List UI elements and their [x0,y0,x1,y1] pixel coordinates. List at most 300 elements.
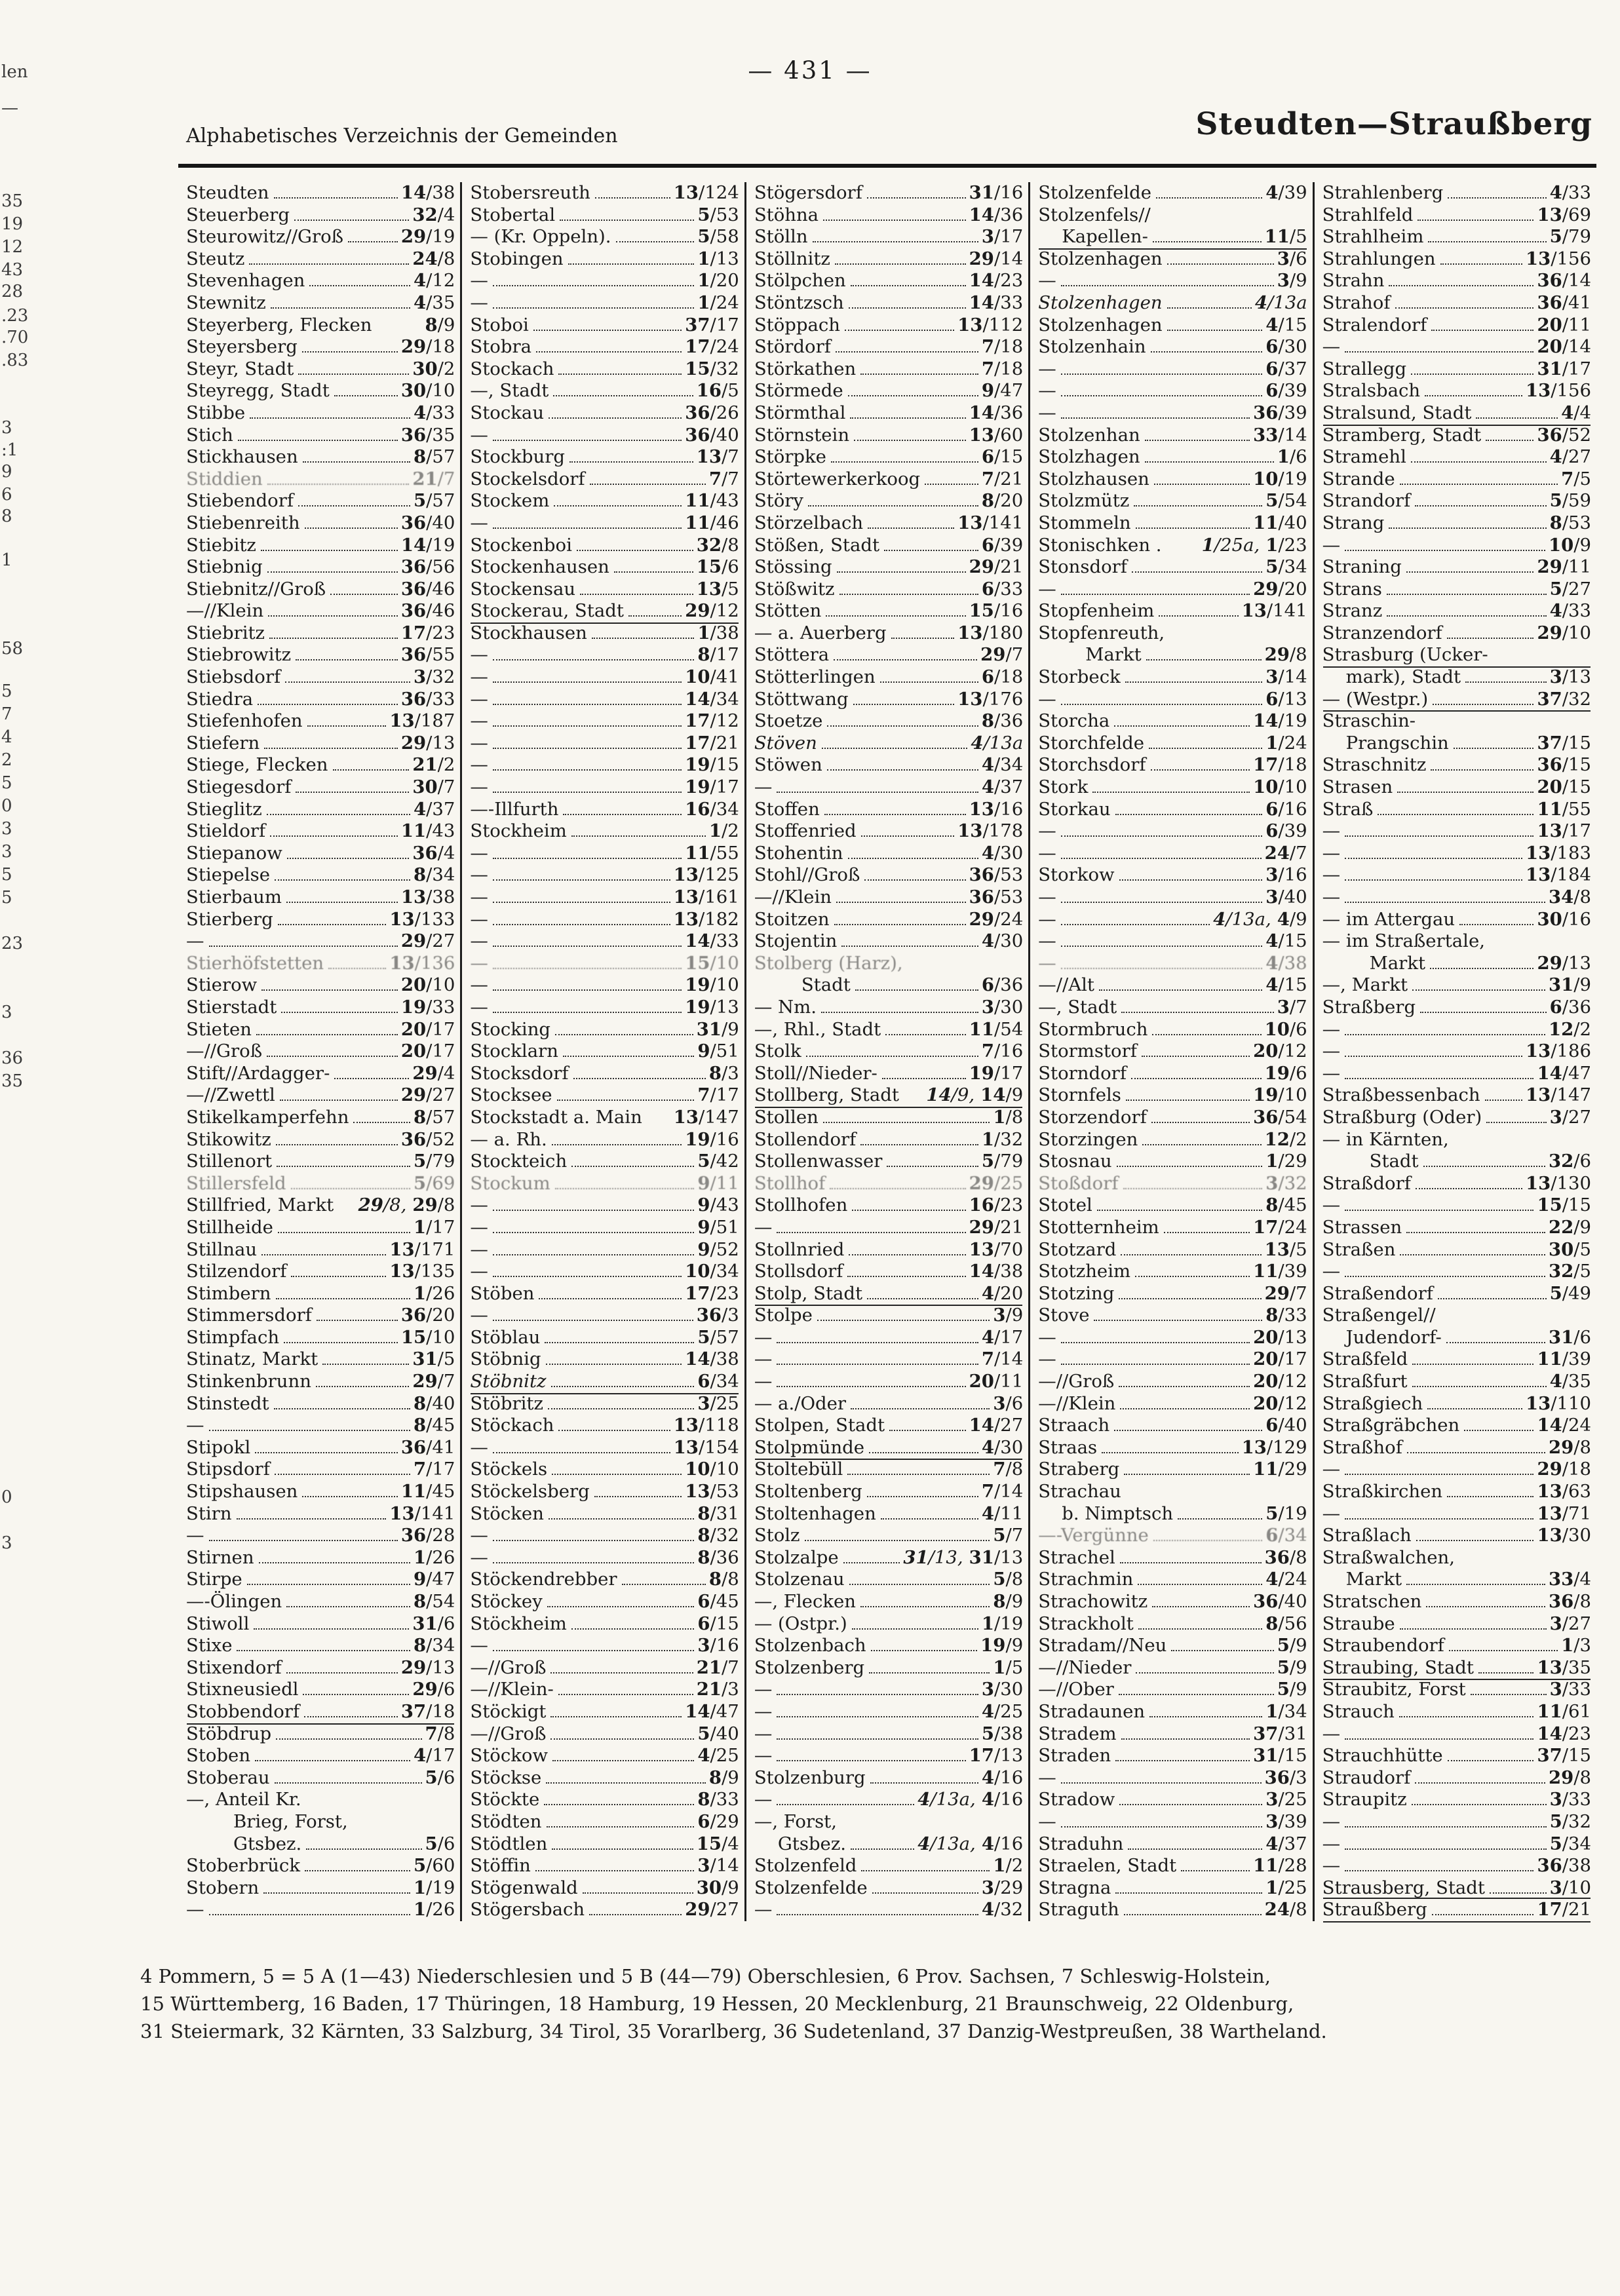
entry-name: Gtsbez. [233,1833,302,1854]
entry-ref: 1/23 [1265,534,1307,556]
leader-dots [1164,1232,1250,1233]
entry-name: Stobersreuth [470,182,590,203]
leader-dots [817,1320,990,1321]
leader-dots [1136,527,1250,529]
entry-name: Stobra [470,336,531,358]
index-entry [470,1415,739,1437]
index-entry [1322,1217,1591,1239]
entry-name: Stockau [470,402,545,423]
entry-name: Stöckach [470,1415,554,1436]
leader-dots [885,1034,966,1035]
index-entry [186,1151,455,1173]
leader-dots [826,615,965,617]
entry-name: — [1322,1855,1341,1877]
index-entry [1322,380,1591,402]
entry-ref: 31/9 [1548,974,1592,996]
entry-name: Stikowitz [186,1128,271,1150]
leader-dots [777,1760,965,1761]
entry-ref: 31/9 [696,1018,739,1040]
entry-ref: 7/18 [981,358,1024,379]
entry-ref: 14/47 [685,1700,739,1722]
margin-fragment: 9 [1,462,12,482]
leader-dots [285,681,410,683]
leader-dots [852,1628,978,1630]
entry-ref: 9/51 [697,1216,739,1238]
index-entry [1038,799,1307,821]
index-entry [186,843,455,865]
index-entry [1322,820,1591,843]
entry-ref: 1/24 [697,292,739,313]
entry-ref: 8/31 [697,1502,739,1524]
leader-dots [328,968,386,969]
entry-name: Stößwitz [754,578,835,600]
leader-dots [1151,769,1250,771]
leader-dots [1345,1210,1533,1211]
entry-name: Stiepelse [186,864,271,886]
leader-dots [493,1562,695,1563]
leader-dots [823,220,966,221]
entry-name: Stoltebüll [754,1459,843,1480]
entry-name: Stich [186,424,233,446]
entry-ref: 6/16 [1265,798,1307,820]
index-entry [186,887,455,909]
index-entry [1322,1789,1591,1811]
leader-dots [855,989,978,991]
index-entry [470,754,739,776]
entry-ref: 36/53 [969,864,1024,886]
index-entry [186,490,455,512]
index-entry [1038,1107,1307,1129]
leader-dots [1061,968,1263,969]
index-entry [754,1151,1023,1173]
entry-ref: 20/14 [1537,336,1592,358]
index-entry [1322,425,1591,447]
leader-dots [880,681,978,683]
entry-ref: 1/38 [697,622,739,643]
entry-name: — [470,908,488,930]
entry-name: Stockheim [470,820,567,842]
entry-name: Stoberbrück [186,1855,300,1877]
entry-ref: 13/141 [389,1502,455,1524]
entry-name: Stipokl [186,1436,251,1458]
entry-ref: 10/10 [1253,776,1307,798]
leader-dots [1345,1474,1533,1475]
index-entry [470,1107,739,1129]
entry-name: — [470,1216,488,1238]
entry-ref: 14/23 [969,270,1024,292]
entry-ref: 9/43 [697,1195,739,1216]
entry-name: Stoitzen [754,908,830,930]
leader-dots [594,1496,682,1497]
entry-name: Brieg, Forst, [233,1810,348,1832]
entry-name: Stolzalpe [754,1546,839,1568]
entry-ref: 1/34 [1265,1700,1307,1722]
entry-name: — [1038,908,1056,930]
index-entry [1322,799,1591,821]
margin-fragment: 3 [1,1003,12,1022]
leader-dots [616,241,695,242]
entry-name: Stöhna [754,204,819,225]
index-entry [470,1701,739,1723]
index-entry [186,1833,455,1856]
index-entry [186,1041,455,1063]
entry-ref: 13/141 [1241,600,1307,622]
index-entry [1322,1415,1591,1437]
leader-dots [848,858,978,859]
entry-name: —//Groß [1038,1371,1115,1392]
entry-ref: 13/187 [389,710,455,732]
index-entry [186,1569,455,1591]
margin-fragment: 7 [1,704,12,724]
entry-name: Stolzenfeld [754,1855,857,1877]
entry-name: — [754,1216,773,1238]
entry-name: Straube [1322,1613,1395,1634]
leader-dots [1416,1188,1522,1189]
margin-fragment: .70 [1,328,29,347]
index-entry [754,1591,1023,1613]
entry-ref: 1/26 [414,1899,455,1921]
entry-ref: 31/15 [1253,1745,1307,1767]
entry-ref: 4/16 [981,1833,1024,1854]
index-entry [754,579,1023,601]
leader-dots [237,1518,387,1520]
leader-dots [1426,1606,1545,1607]
leader-dots [1181,1870,1250,1871]
entry-name: Straßwalchen, [1322,1546,1455,1568]
entry-ref: 4/15 [1265,974,1307,996]
entry-name: Straning [1322,556,1402,578]
index-entry [186,1349,455,1371]
entry-ref: 29/21 [969,556,1024,578]
entry-ref: 3/33 [1549,1789,1592,1810]
entry-name: Straupitz [1322,1789,1407,1810]
entry-name: Stiepanow [186,842,282,864]
leader-dots [1345,858,1522,859]
index-entry [1322,270,1591,292]
entry-name: Stödtlen [470,1833,548,1854]
leader-dots [1153,1540,1262,1541]
entry-ref: 14/47 [1537,1062,1592,1084]
index-entry [470,446,739,469]
entry-ref: 8/9 [708,1767,739,1788]
entry-name: —, Markt [1322,974,1408,996]
index-entry [470,1591,739,1613]
leader-dots [777,1232,965,1233]
entry-name: Stötterlingen [754,666,876,688]
leader-dots [1431,330,1533,331]
index-entry [470,733,739,755]
entry-ref: 5/8 [993,1569,1024,1590]
entry-ref: 29/27 [400,930,455,952]
entry-ref: 13/147 [673,1106,739,1128]
entry-name: Stolzmütz [1038,490,1130,512]
margin-fragment: 8 [1,507,12,526]
index-entry [1322,1547,1591,1569]
leader-dots [1061,594,1250,595]
index-entry [1322,1437,1591,1459]
leader-dots [1123,1188,1263,1189]
entry-name: Straßburg (Oder) [1322,1106,1482,1128]
entry-ref: 14/38 [969,1261,1024,1282]
leader-dots [1061,902,1263,903]
header-left: Alphabetisches Verzeichnis der Gemeinden [186,124,618,147]
entry-name: Stikelkamperfehn [186,1106,349,1128]
entry-name: Stoll//Nieder- [754,1062,878,1084]
index-entry [1038,490,1307,512]
leader-dots [493,1320,693,1321]
leader-dots [274,1408,411,1409]
index-entry [470,1613,739,1636]
entry-ref: 3/16 [697,1635,739,1656]
index-entry [754,754,1023,776]
index-entry [1322,644,1591,666]
entry-name: Stierstadt [186,996,277,1018]
entry-name: — im Straßertale, [1322,930,1485,952]
leader-dots [552,1144,682,1145]
entry-ref: 31/13 [969,1546,1024,1568]
leader-dots [867,197,966,199]
leader-dots [287,858,410,859]
entry-name: Straas [1038,1436,1098,1458]
entry-ref: 36/3 [1264,1767,1307,1788]
entry-name: Storbeck [1038,666,1121,688]
index-entry [186,1019,455,1041]
entry-name: Stolzhausen [1038,468,1149,489]
entry-name: Stöben [470,1282,535,1304]
index-entry [186,315,455,337]
index-entry [186,1701,455,1723]
entry-ref: 4/39 [1265,182,1307,203]
entry-ref: 5/7 [993,1525,1024,1546]
leader-dots [296,659,398,660]
index-entry [754,1063,1023,1085]
leader-dots [546,1782,706,1784]
entry-name: — [1038,1767,1056,1788]
entry-name: —//Ober [1038,1679,1114,1700]
entry-name: — [1322,1502,1341,1524]
entry-ref: 19/33 [400,996,455,1018]
index-entry [1038,1613,1307,1636]
index-entry [754,1745,1023,1767]
index-entry [1322,1261,1591,1283]
leader-dots [847,1276,965,1277]
index-entry [470,820,739,843]
entry-ref: 29/8 [1548,1767,1592,1788]
leader-dots [592,638,695,639]
index-entry [186,535,455,557]
margin-fragment: 5 [1,865,12,885]
entry-name: Straßen [1322,1238,1396,1260]
entry-name: Stolpen, Stadt [754,1415,885,1436]
index-entry [754,710,1023,733]
entry-name: Stollberg, Stadt [754,1084,899,1106]
entry-name: Stöppach [754,314,840,335]
leader-dots [334,395,398,396]
entry-name: Stolk [754,1041,801,1062]
index-entry [754,1217,1023,1239]
entry-name: Strachau [1038,1481,1121,1502]
index-entry [1038,1811,1307,1833]
index-entry [470,1811,739,1833]
entry-ref: 8/56 [1265,1613,1307,1634]
entry-ref: 36/39 [1253,402,1307,423]
index-entry [186,776,455,799]
index-entry [186,402,455,425]
entry-ref: 15/4 [696,1833,739,1854]
index-entry [470,1833,739,1856]
leader-dots [552,1474,682,1475]
entry-ref: 3/13 [1549,666,1592,688]
entry-name: Stördorf [754,336,831,358]
entry-name: Stradaunen [1038,1700,1146,1722]
leader-dots [255,1452,398,1453]
entry-ref: 36/8 [1264,1546,1307,1568]
leader-dots [303,1694,409,1695]
index-entry [1322,1371,1591,1393]
entry-ref: 1/5 [993,1656,1024,1678]
entry-ref: 13/112 [957,314,1024,335]
leader-dots [493,1232,695,1233]
index-entry [1322,1811,1591,1833]
entry-ref: 13/178 [957,820,1024,842]
index-entry [1322,1745,1591,1767]
entry-name: Stirn [186,1502,232,1524]
entry-name: — [470,292,488,313]
index-entry [1038,1723,1307,1746]
leader-dots [861,835,955,837]
entry-name: Stinkenbrunn [186,1371,311,1392]
margin-fragment: 43 [1,260,24,280]
leader-dots [1476,417,1558,419]
index-entry [754,1283,1023,1305]
index-entry [754,1789,1023,1811]
leader-dots [306,1848,421,1850]
entry-name: Stöbnig [470,1349,541,1370]
entry-ref: 3/27 [1549,1613,1592,1634]
index-entry [1322,556,1591,579]
index-entry [470,776,739,799]
index-entry [1038,1767,1307,1789]
index-entry [186,204,455,227]
entry-ref: 3/33 [1549,1679,1592,1700]
entry-ref: 15/15 [1537,1195,1592,1216]
entry-ref: 1/24 [1265,732,1307,754]
entry-name: Strans [1322,578,1382,600]
index-entry [1322,182,1591,204]
leader-dots [250,417,410,419]
entry-ref: 6/36 [1549,996,1592,1018]
leader-dots [835,263,966,265]
entry-name: Steuerberg [186,204,290,225]
entry-ref: 4/15 [1265,314,1307,335]
entry-name: Stockach [470,358,554,379]
entry-ref: 19/17 [969,1062,1024,1084]
entry-ref: 13/180 [957,622,1024,643]
index-entry [1038,909,1307,931]
index-entry [1322,358,1591,381]
entry-name: Störy [754,490,803,512]
leader-dots [1061,417,1250,419]
entry-ref: 20/13 [1253,1326,1307,1348]
entry-name: Stierberg [186,908,273,930]
entry-name: Straßfeld [1322,1349,1408,1370]
entry-ref: 29/27 [685,1899,739,1921]
entry-name: —, Stadt [1038,996,1117,1018]
leader-dots [870,1782,978,1784]
entry-name: Stewnitz [186,292,266,313]
index-entry [754,733,1023,755]
index-entry [1322,535,1591,557]
entry-ref: 19/15 [685,754,739,776]
entry-ref: 4/24 [1265,1569,1307,1590]
entry-name: Stommeln [1038,512,1131,533]
index-entry [1322,1063,1591,1085]
entry-name: Stöwen [754,754,822,776]
entry-name: Storkau [1038,798,1111,820]
entry-ref: 20/11 [969,1371,1024,1392]
leader-dots [1397,792,1533,793]
entry-ref: 4/35 [414,292,455,313]
leader-dots [1412,1364,1533,1365]
entry-name: — [754,1700,773,1722]
entry-name: Stiefern [186,732,260,754]
entry-name: Stiegesdorf [186,776,292,798]
entry-ref: 4/16 [981,1789,1024,1810]
entry-ref: 6/37 [1265,358,1307,379]
leader-dots [777,1914,978,1915]
entry-ref: 3/30 [981,1679,1024,1700]
entry-ref: 36/20 [400,1305,455,1326]
index-entry [470,512,739,535]
entry-ref: 3/9 [1277,270,1307,292]
leader-dots [493,1012,682,1013]
margin-fragment: 5 [1,888,12,908]
leader-dots [536,351,682,353]
entry-name: Stiedra [186,688,254,710]
leader-dots [872,1892,978,1894]
index-entry [1322,1173,1591,1195]
index-entry [186,1239,455,1261]
entry-name: — [1322,820,1341,842]
leader-dots [1119,1694,1274,1695]
entry-name: Stöffin [470,1855,531,1877]
entry-ref: 4/12 [414,270,455,292]
index-entry [1322,1723,1591,1746]
entry-ref: 17/21 [685,732,739,754]
entry-ref: 36/3 [696,1305,739,1326]
leader-dots [539,1298,682,1299]
entry-ref: 6/29 [697,1810,739,1832]
entry-name: —//Klein [186,600,264,622]
entry-name: — [1038,578,1056,600]
entry-ref: 29/13 [1537,952,1592,974]
entry-ref: 3/6 [1277,248,1307,269]
index-entry [186,820,455,843]
leader-dots [1126,1100,1250,1101]
entry-ref: 4/20 [981,1282,1024,1304]
index-entry [754,887,1023,909]
entry-ref: 37/32 [1537,688,1592,710]
index-entry [1322,1877,1591,1900]
leader-dots [1061,1364,1250,1365]
index-entry [186,1657,455,1679]
index-entry [186,622,455,645]
entry-name: — [470,512,488,533]
index-entry [1038,1745,1307,1767]
index-entry [1038,1833,1307,1856]
leader-dots [281,1012,398,1013]
index-entry [1322,1635,1591,1657]
